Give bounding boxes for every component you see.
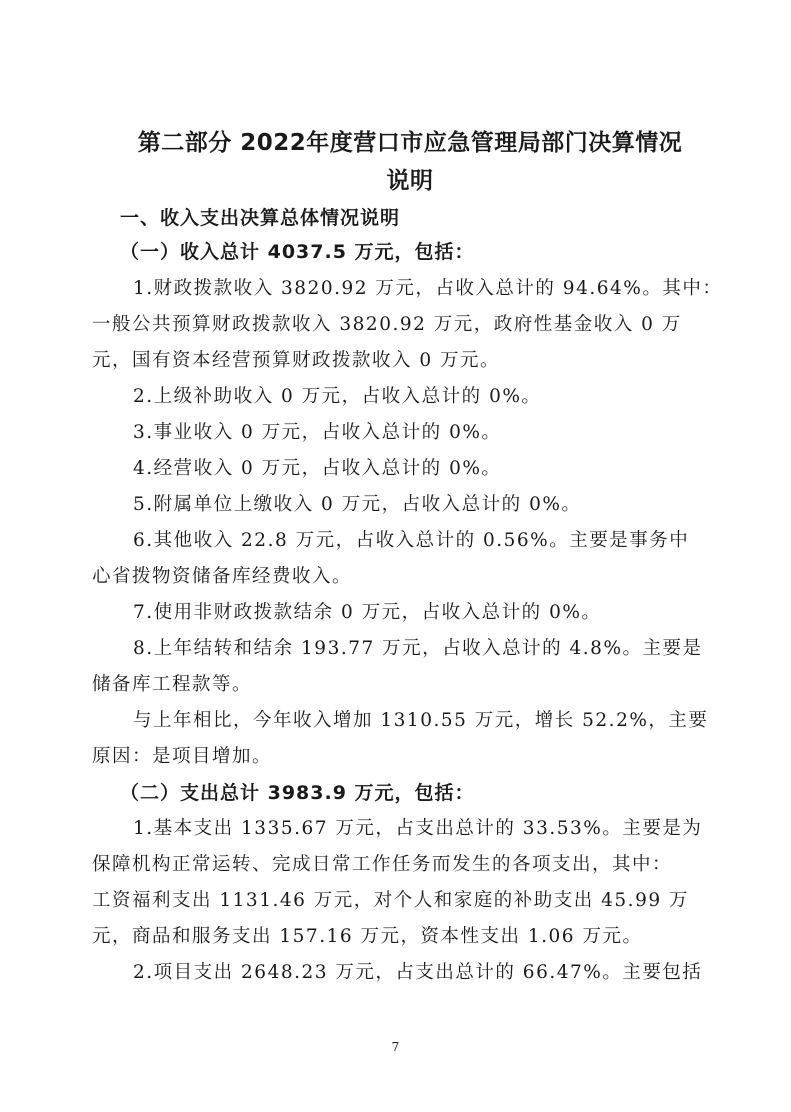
paragraph-line: 与上年相比，今年收入增加 1310.55 万元，增长 52.2%，主要 (133, 710, 709, 731)
paragraph-line: 一般公共预算财政拨款收入 3820.92 万元，政府性基金收入 0 万 (92, 314, 682, 335)
page-number: 7 (391, 1040, 400, 1054)
income-heading: （一）收入总计 4037.5 万元，包括： (120, 241, 475, 263)
paragraph-line: 工资福利支出 1131.46 万元，对个人和家庭的补助支出 45.99 万 (92, 890, 689, 911)
paragraph-line: 1.基本支出 1335.67 万元，占支出总计的 33.53%。主要是为 (133, 818, 703, 839)
paragraph-line: 1.财政拨款收入 3820.92 万元，占收入总计的 94.64%。其中： (133, 278, 723, 299)
paragraph-line: 7.使用非财政拨款结余 0 万元，占收入总计的 0%。 (133, 602, 602, 623)
paragraph-line: 5.附属单位上缴收入 0 万元，占收入总计的 0%。 (133, 494, 582, 515)
paragraph-line: 储备库工程款等。 (92, 674, 253, 695)
paragraph-line: 原因：是项目增加。 (92, 746, 273, 767)
paragraph-line: 元，国有资本经营预算财政拨款收入 0 万元。 (92, 350, 501, 371)
paragraph-line: 8.上年结转和结余 193.77 万元，占收入总计的 4.8%。主要是 (133, 638, 703, 659)
paragraph-line: 4.经营收入 0 万元，占收入总计的 0%。 (133, 458, 502, 479)
paragraph-line: 2.项目支出 2648.23 万元，占支出总计的 66.47%。主要包括 (133, 962, 703, 983)
section-heading: 一、收入支出决算总体情况说明 (120, 207, 401, 229)
paragraph-line: 保障机构正常运转、完成日常工作任务而发生的各项支出，其中： (92, 854, 673, 875)
page-title: 第二部分 2022年度营口市应急管理局部门决算情况 (137, 130, 683, 156)
paragraph-line: 心省拨物资储备库经费收入。 (92, 566, 353, 587)
expense-heading: （二）支出总计 3983.9 万元，包括： (120, 782, 475, 804)
paragraph-line: 3.事业收入 0 万元，占收入总计的 0%。 (133, 422, 502, 443)
page-title-continuation: 说明 (386, 168, 434, 194)
paragraph-line: 6.其他收入 22.8 万元，占收入总计的 0.56%。主要是事务中 (133, 530, 690, 551)
paragraph-line: 元，商品和服务支出 157.16 万元，资本性支出 1.06 万元。 (92, 926, 643, 947)
paragraph-line: 2.上级补助收入 0 万元，占收入总计的 0%。 (133, 386, 542, 407)
